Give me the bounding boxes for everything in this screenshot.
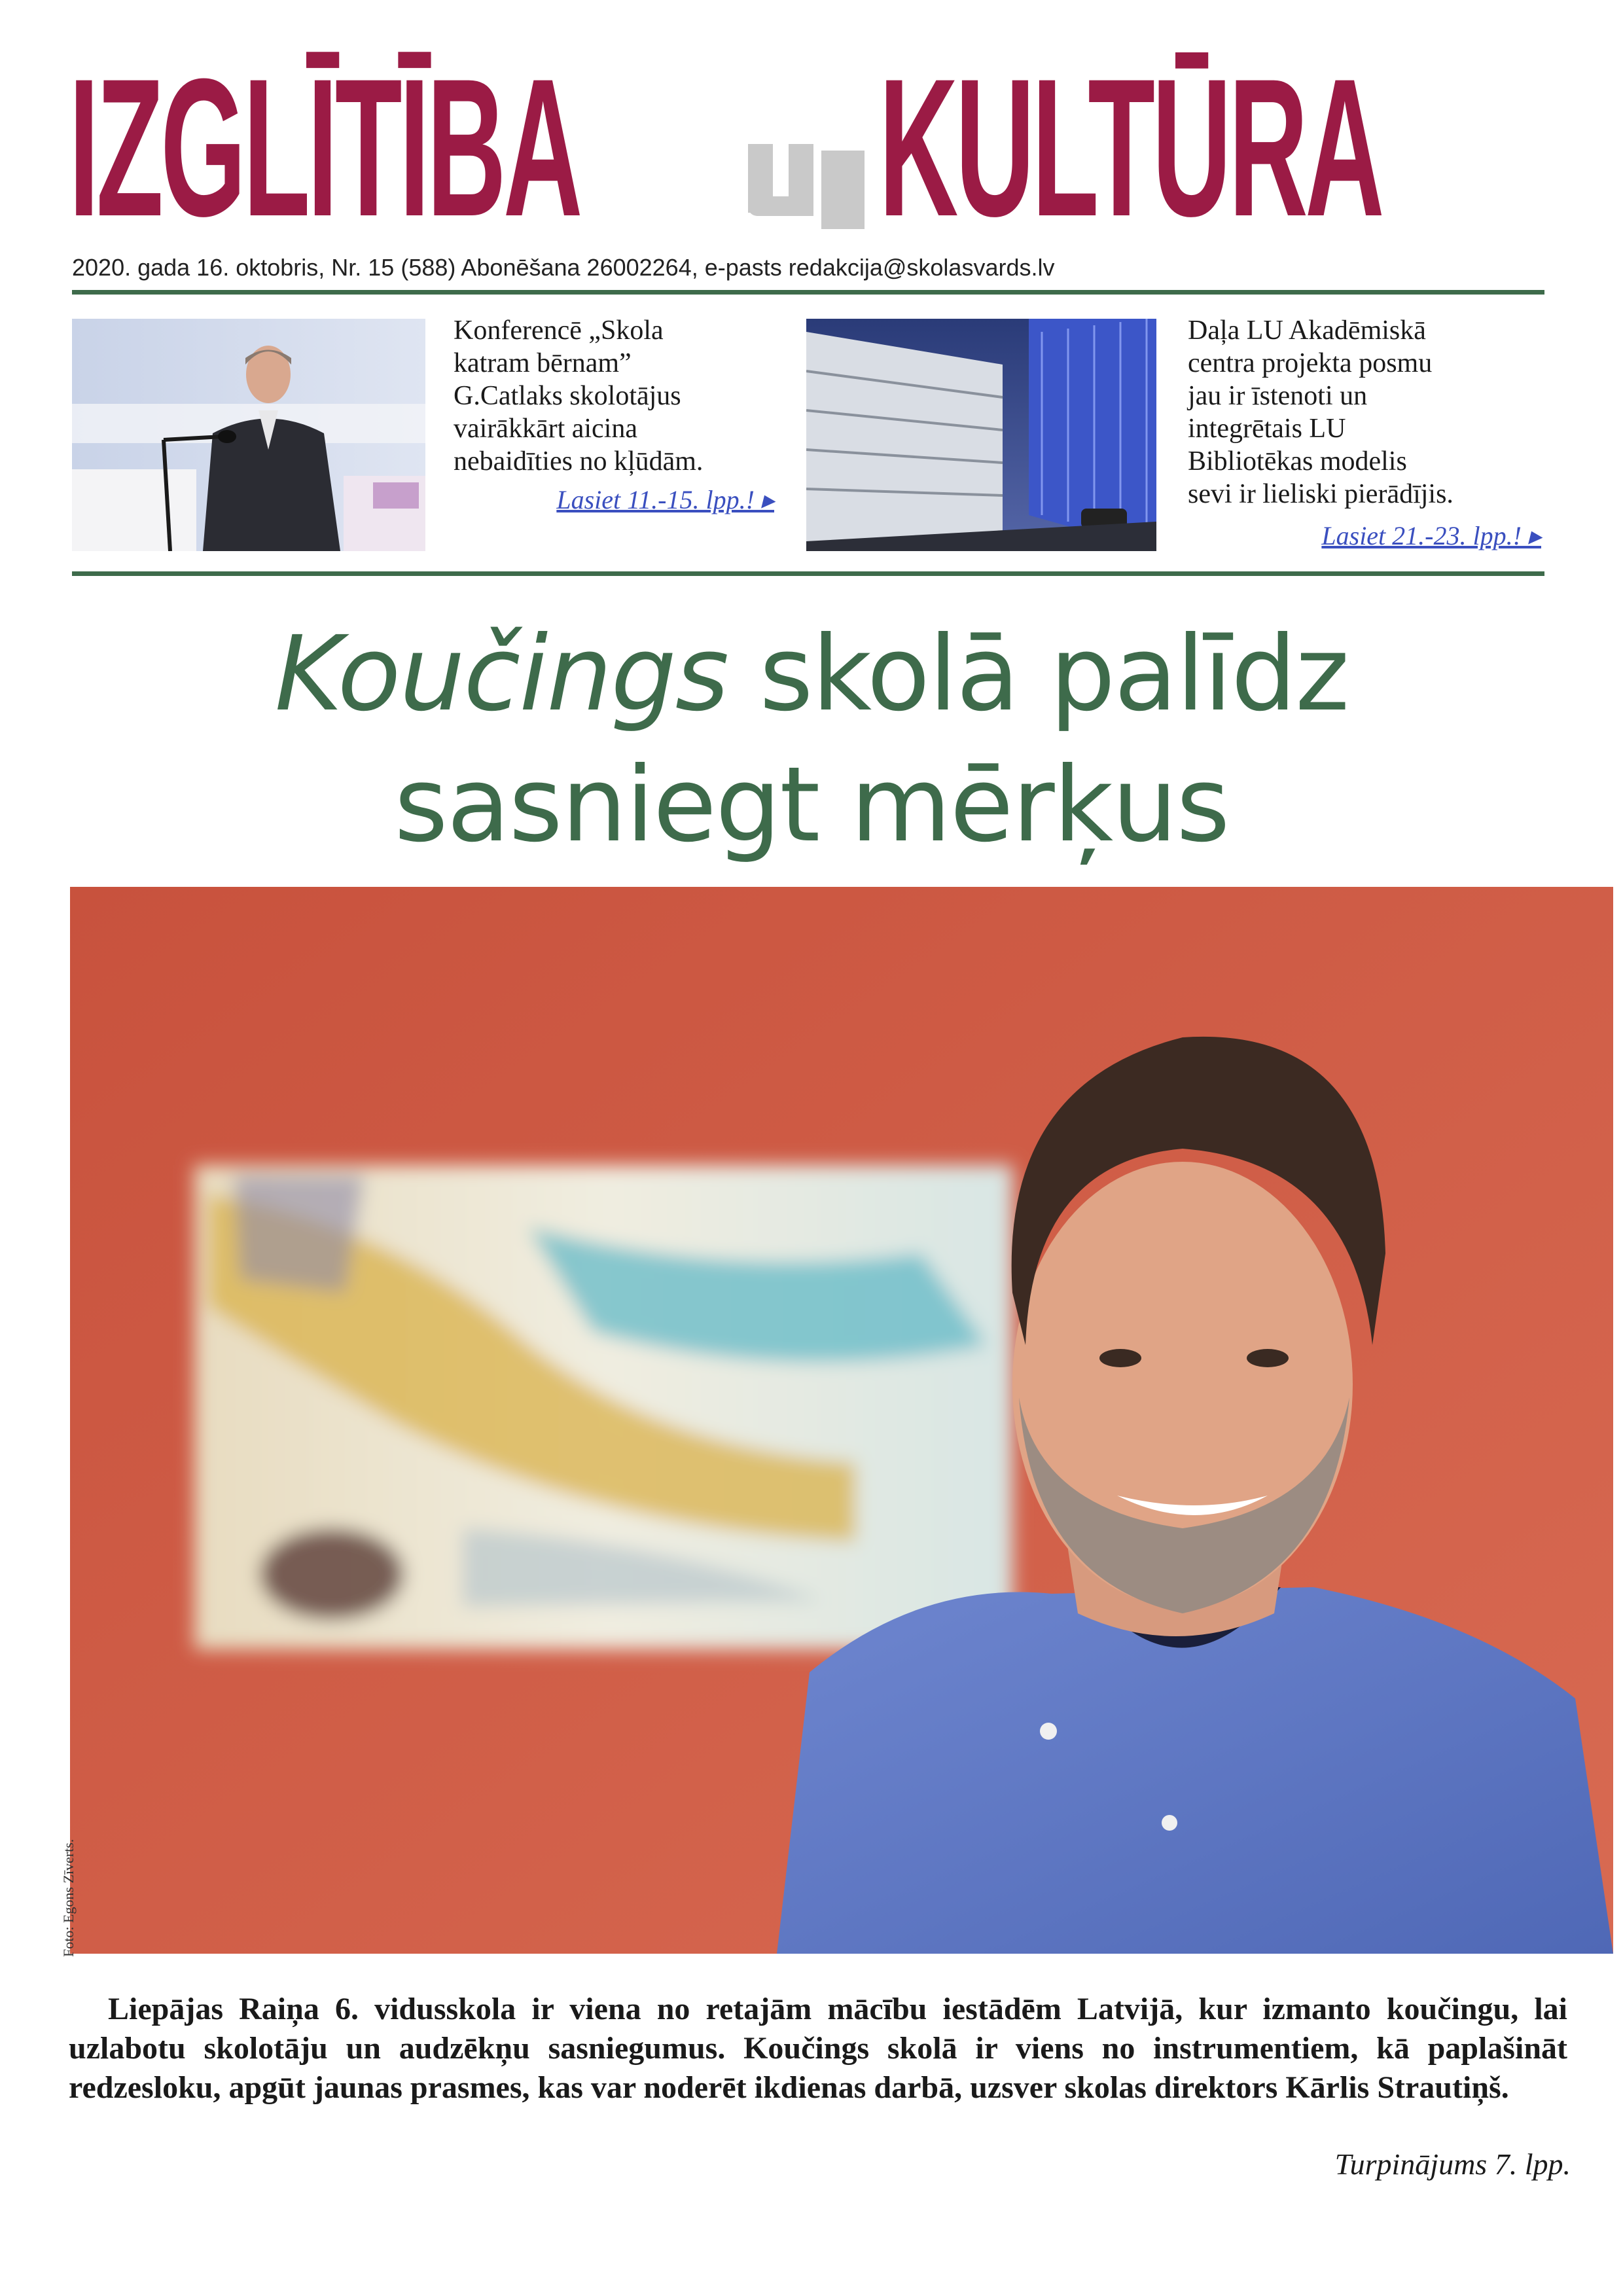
main-photo [70, 887, 1613, 1954]
teaser-2-line: sevi ir lieliski pierādījis. [1188, 479, 1454, 509]
photo-credit: Foto: Egons Zīverts. [60, 1839, 77, 1957]
teaser-1-line: vairākkārt aicina [454, 414, 637, 444]
teaser-rule [72, 571, 1544, 576]
teaser-2-line: integrētais LU [1188, 414, 1346, 444]
teaser-1-line: G.Catlaks skolotājus [454, 381, 681, 411]
top-rule [72, 290, 1544, 295]
teaser-1-photo[interactable] [72, 319, 425, 551]
lead-paragraph: Liepājas Raiņa 6. vidusskola ir viena no retajām mācību iestādēm Latvijā, kur izmanto koučingu, lai uzlabotu skolotāju un audzēkņu sasniegumus. Koučings skolā ir viens no instrumentiem, kā paplašināt redzesloku, apgūt jaunas prasmes, kas var noderēt ikdienas darbā, uzsver skolas direktors Kārlis Strautiņš. [69, 1992, 1567, 2105]
masthead-title-left: IZGLĪTĪBA [69, 37, 580, 257]
headline-line2: sasniegt mērķus [394, 745, 1229, 865]
teaser-1-line: nebaidīties no kļūdām. [454, 446, 704, 476]
continuation-note[interactable]: Turpinājums 7. lpp. [1334, 2147, 1571, 2181]
main-headline [0, 609, 1623, 870]
issue-info: 2020. gada 16. oktobris, Nr. 15 (588) Abonēšana 26002264, e-pasts redakcija@skolasvards.lv [72, 254, 1055, 281]
teaser-2-photo[interactable] [806, 319, 1156, 551]
teaser-1-line: Konferencē „Skola [454, 315, 664, 346]
headline-line1: skolā palīdz [728, 614, 1349, 734]
teaser-2-line: Daļa LU Akadēmiskā [1188, 315, 1426, 346]
teaser-2-line: centra projekta posmu [1188, 348, 1433, 378]
masthead-title-right: KULTŪRA [879, 37, 1382, 257]
teaser-1-line: katram bērnam” [454, 348, 632, 378]
teaser-1-text [454, 314, 794, 478]
masthead [69, 37, 1554, 257]
teaser-2-text [1188, 314, 1554, 511]
teaser-1-link[interactable]: Lasiet 11.-15. lpp.! ▸ [556, 485, 774, 514]
headline-italic: Koučings [274, 614, 728, 734]
masthead-un-logo [743, 124, 867, 236]
teaser-2-line: jau ir īstenoti un [1188, 381, 1368, 411]
teaser-2-link[interactable]: Lasiet 21.-23. lpp.! ▸ [1321, 521, 1541, 550]
teaser-2-line: Bibliotēkas modelis [1188, 446, 1407, 476]
